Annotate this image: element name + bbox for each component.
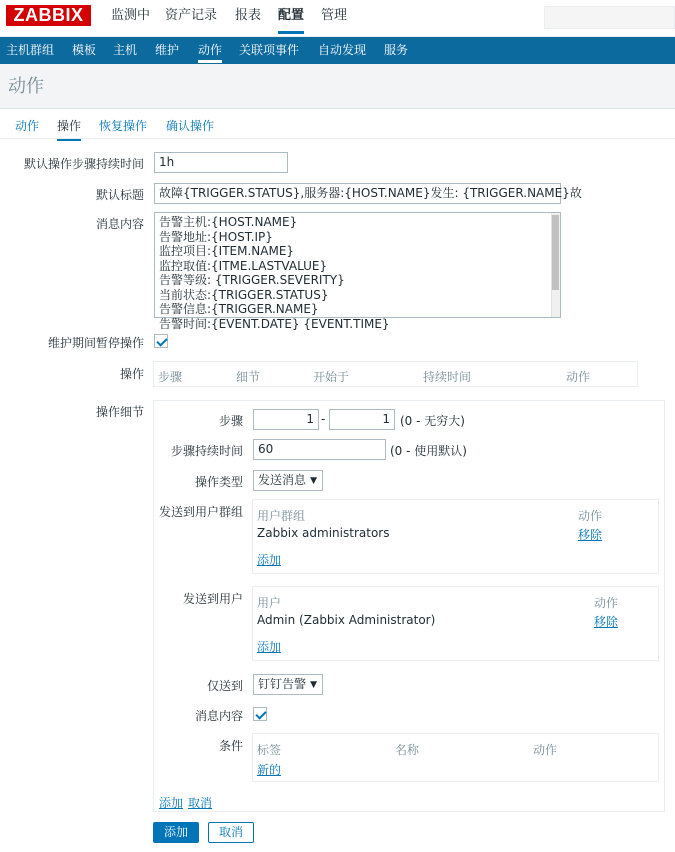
details-add-link[interactable]: 添加 [159,796,184,810]
top-bar [0,0,675,37]
col-header-duration: 持续时间 [423,370,472,384]
subnav-maintenance[interactable]: 维护 [155,43,180,57]
add-button[interactable]: 添加 [153,822,199,843]
operation-type-value: 发送消息 [258,473,307,487]
col-header-cond-name: 名称 [395,743,420,757]
message-line: 告警信息:{TRIGGER.NAME} [159,302,319,316]
add-group-link[interactable]: 添加 [257,553,282,567]
col-header-user-action: 动作 [594,596,619,610]
subnav-discovery[interactable]: 自动发现 [318,43,367,57]
step-duration-hint: (0 - 使用默认) [390,444,467,458]
page-title: 动作 [8,76,44,97]
remove-user-link[interactable]: 移除 [594,615,619,629]
step-to-input[interactable]: 1 [329,409,395,430]
subnav-event-correlation[interactable]: 关联项事件 [239,43,300,57]
search-input[interactable] [544,6,675,29]
operation-type-select[interactable] [253,470,323,491]
send-only-to-select[interactable] [253,674,323,695]
step-duration-label: 步骤持续时间 [170,444,243,458]
add-user-link[interactable]: 添加 [257,640,282,654]
steps-label: 步骤 [218,414,243,428]
textarea-scrollbar[interactable] [551,213,560,317]
subnav-services[interactable]: 服务 [384,43,409,57]
topnav-administration[interactable]: 管理 [321,8,348,23]
col-header-steps: 步骤 [158,370,183,384]
scrollbar-thumb[interactable] [552,215,559,290]
col-header-action: 动作 [566,370,591,384]
default-subject-input[interactable]: 故障{TRIGGER.STATUS},服务器:{HOST.NAME}发生: {TRIGGER.NAME}故 [154,183,561,204]
users-table [252,586,659,661]
operations-table [153,361,638,387]
default-message-label: 消息内容 [95,217,144,231]
default-subject-label: 默认标题 [95,188,144,202]
tab-recovery-operations[interactable]: 恢复操作 [99,119,148,133]
default-step-duration-input[interactable]: 1h [154,152,288,173]
topnav-reports[interactable]: 报表 [235,8,262,23]
step-hint: (0 - 无穷大) [400,414,465,428]
new-condition-link[interactable]: 新的 [257,763,282,777]
dropdown-arrow-icon: ▼ [310,476,317,486]
tab-ack-operations[interactable]: 确认操作 [166,119,215,133]
col-header-user-group: 用户群组 [257,509,306,523]
send-to-users-label: 发送到用户 [182,592,243,606]
message-line: 告警等级: {TRIGGER.SEVERITY} [159,273,345,287]
sub-navigation [0,37,675,64]
pause-in-maintenance-label: 维护期间暂停操作 [47,336,144,350]
default-message-check-label: 消息内容 [194,709,243,723]
zabbix-logo[interactable]: ZABBIX [6,5,91,26]
send-to-groups-label: 发送到用户群组 [158,505,243,519]
col-header-user: 用户 [257,596,282,610]
message-line: 告警地址:{HOST.IP} [159,229,273,244]
user-groups-table [252,499,659,574]
default-message-textarea[interactable] [154,212,561,331]
col-header-cond-label: 标签 [257,743,282,757]
step-duration-input[interactable]: 60 [253,439,386,460]
topnav-inventory[interactable]: 资产记录 [165,8,218,23]
message-line: 监控取值:{ITME.LASTVALUE} [159,258,328,273]
conditions-table [252,733,659,782]
col-header-details: 细节 [236,370,261,384]
conditions-label: 条件 [218,739,243,753]
subnav-templates[interactable]: 模板 [72,43,97,57]
page-header [0,64,675,109]
step-from-input[interactable]: 1 [253,409,319,430]
remove-group-link[interactable]: 移除 [578,528,603,542]
operation-details-label: 操作细节 [95,405,144,419]
step-separator: - [321,412,326,426]
details-cancel-link[interactable]: 取消 [188,796,213,810]
pause-in-maintenance-checkbox[interactable] [154,334,168,348]
message-line: 告警主机:{HOST.NAME} [159,215,298,229]
col-header-group-action: 动作 [578,509,603,523]
topnav-configuration[interactable]: 配置 [278,0,304,34]
message-line: 当前状态:{TRIGGER.STATUS} [159,287,329,302]
send-only-to-label: 仅送到 [206,679,243,693]
col-header-cond-action: 动作 [533,743,558,757]
subnav-host-groups[interactable]: 主机群组 [6,43,55,57]
tab-operations[interactable]: 操作 [57,117,81,141]
topnav-monitoring[interactable]: 监测中 [111,8,151,23]
tab-divider [0,138,675,139]
message-line: 告警时间:{EVENT.DATE} {EVENT.TIME} [159,316,390,331]
cancel-button[interactable]: 取消 [208,822,254,843]
default-message-checkbox[interactable] [253,707,267,721]
user-name: Admin (Zabbix Administrator) [257,613,436,627]
operations-label: 操作 [119,367,144,381]
message-line: 监控项目:{ITEM.NAME} [159,244,295,258]
subnav-actions[interactable]: 动作 [198,37,222,63]
col-header-start-in: 开始于 [313,370,350,384]
dropdown-arrow-icon: ▼ [310,680,317,690]
user-group-name: Zabbix administrators [257,526,390,540]
subnav-hosts[interactable]: 主机 [113,43,138,57]
default-step-duration-label: 默认操作步骤持续时间 [23,157,144,171]
tab-action[interactable]: 动作 [15,119,40,133]
send-only-to-value: 钉钉告警 [258,677,307,691]
operation-type-label: 操作类型 [194,475,243,489]
